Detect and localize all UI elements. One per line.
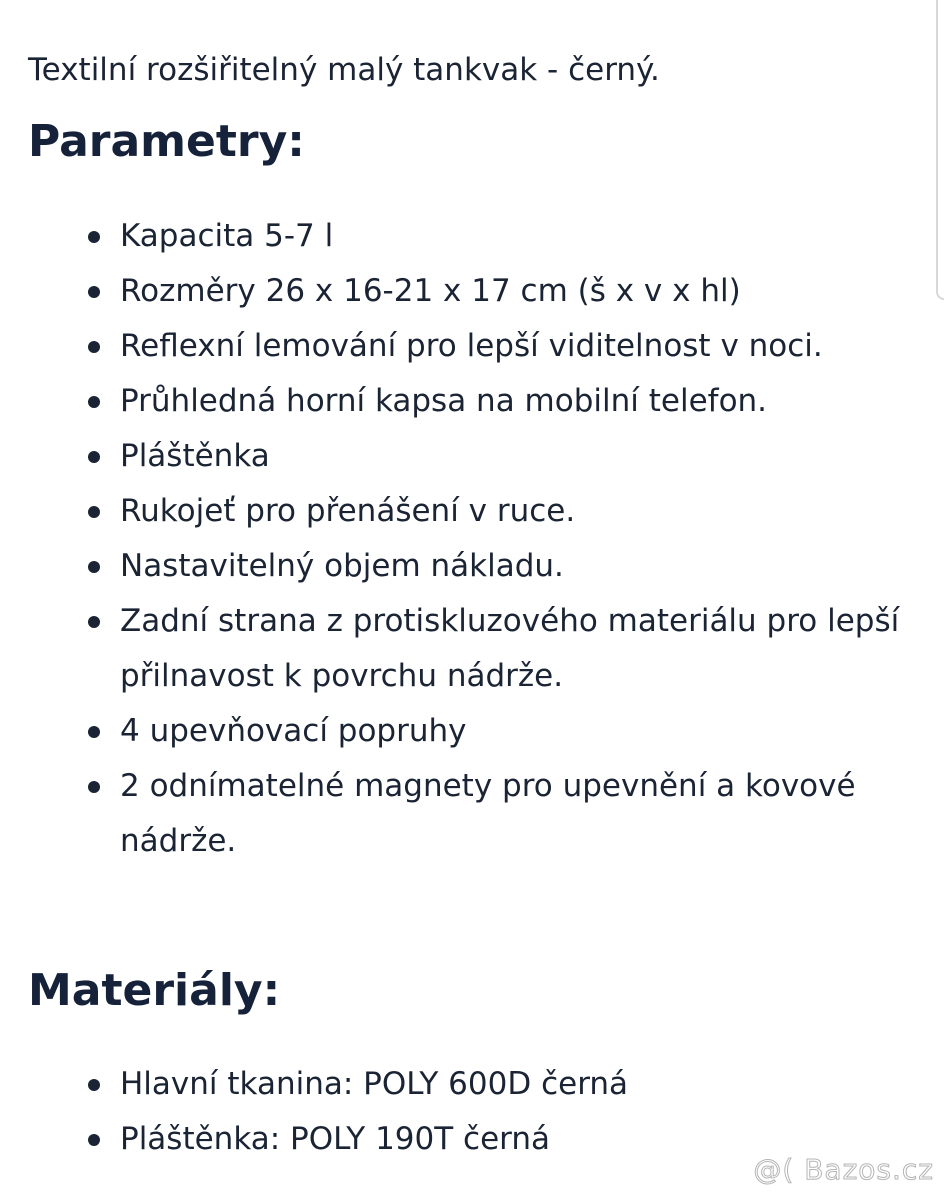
list-item: Zadní strana z protiskluzového materiálu pro lepší přilnavost k povrchu nádrže. <box>28 594 908 704</box>
list-item: Hlavní tkanina: POLY 600D černá <box>28 1057 908 1112</box>
list-item: Pláštěnka <box>28 429 908 484</box>
list-item: Kapacita 5-7 l <box>28 209 908 264</box>
list-item: Pláštěnka: POLY 190T černá <box>28 1112 908 1167</box>
list-item: Reflexní lemování pro lepší viditelnost v noci. <box>28 319 908 374</box>
list-item: 2 odnímatelné magnety pro upevnění a kovové nádrže. <box>28 759 908 869</box>
list-item: Nastavitelný objem nákladu. <box>28 539 908 594</box>
materials-heading: Materiály: <box>28 965 281 1016</box>
list-item: 4 upevňovací popruhy <box>28 704 908 759</box>
bazos-watermark: @( Bazos.cz <box>753 1153 934 1186</box>
parameters-list <box>28 209 908 869</box>
parameters-heading: Parametry: <box>28 116 305 167</box>
materials-list <box>28 1057 908 1167</box>
scrollbar[interactable] <box>936 0 944 300</box>
list-item: Rukojeť pro přenášení v ruce. <box>28 484 908 539</box>
list-item: Rozměry 26 x 16-21 x 17 cm (š x v x hl) <box>28 264 908 319</box>
list-item: Průhledná horní kapsa na mobilní telefon. <box>28 374 908 429</box>
intro-text: Textilní rozšiřitelný malý tankvak - černý. <box>28 52 660 88</box>
